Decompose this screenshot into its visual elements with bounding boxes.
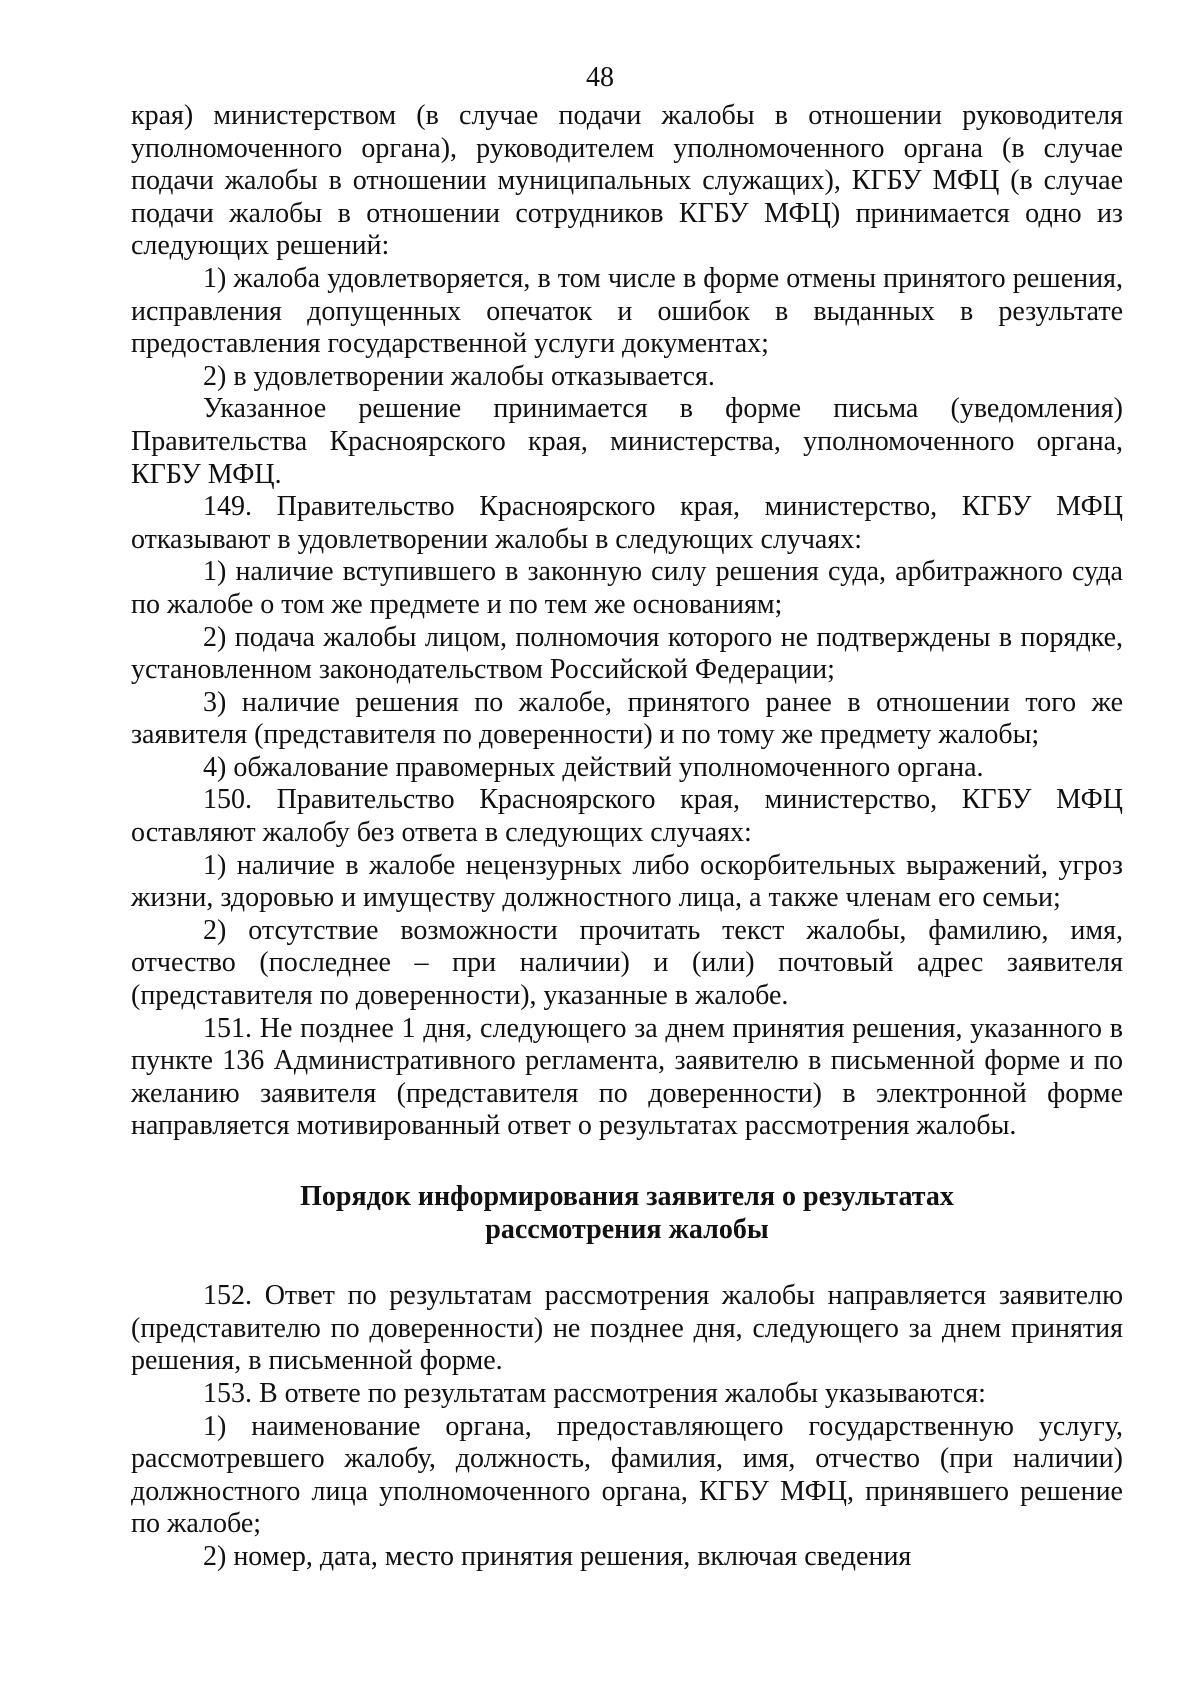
paragraph-p16: 2) номер, дата, место принятия решения, включая сведения <box>203 1540 912 1572</box>
paragraph-p8: 4) обжалование правомерных действий уполномоченного органа. <box>203 751 984 783</box>
paragraph-p10: 1) наличие в жалобе нецензурных либо оскорбительных выражений, угроз жизни, здоровью и имуществу должностного лица, а также членам его семьи; <box>131 849 1123 914</box>
paragraphs-before-heading <box>131 100 1123 1143</box>
section-heading-line-2: рассмотрения жалобы <box>485 1213 769 1245</box>
paragraph-p13: 152. Ответ по результатам рассмотрения жалобы направляется заявителю (представителю по доверенности) не позднее дня, следующего за днем принятия решения, в письменной форме. <box>131 1280 1123 1377</box>
paragraph-p9: 150. Правительство Красноярского края, министерство, КГБУ МФЦ оставляют жалобу без ответа в следующих случаях: <box>131 784 1123 849</box>
paragraph-p5: 1) наличие вступившего в законную силу решения суда, арбитражного суда по жалобе о том же предмете и по тем же основаниям; <box>131 556 1123 620</box>
paragraph-p3: Указанное решение принимается в форме письма (уведомления) Правительства Красноярского края, министерства, уполномоченного органа, КГБУ МФЦ. <box>131 393 1123 490</box>
document-body <box>131 100 1123 1574</box>
paragraph-p2: 2) в удовлетворении жалобы отказывается. <box>203 360 715 392</box>
paragraph-p4: 149. Правительство Красноярского края, министерство, КГБУ МФЦ отказывают в удовлетворении жалобы в следующих случаях: <box>131 491 1123 555</box>
paragraph-p6: 2) подача жалобы лицом, полномочия которого не подтверждены в порядке, установленном законодательством Российской Федерации; <box>131 621 1123 686</box>
page-number: 48 <box>586 62 614 93</box>
paragraph-p7: 3) наличие решения по жалобе, принятого ранее в отношении того же заявителя (представителя по доверенности) и по тому же предмету жалобы; <box>131 686 1123 751</box>
paragraph-p14: 153. В ответе по результатам рассмотрения жалобы указываются: <box>203 1377 986 1409</box>
paragraph-p0: края) министерством (в случае подачи жалобы в отношении руководителя уполномоченного органа), руководителем уполномоченного органа (в случае подачи жалобы в отношении муниципальных служащих), КГБУ МФЦ (в случае подачи жалобы в отношении сотрудников КГБУ МФЦ) принимается одно из следующих решений: <box>131 100 1123 262</box>
paragraph-p15: 1) наименование органа, предоставляющего государственную услугу, рассмотревшего жалобу, должность, фамилия, имя, отчество (при наличии) должностного лица уполномоченного органа, КГБУ МФЦ, принявшего решение по жалобе; <box>131 1410 1123 1540</box>
paragraphs-after-heading <box>131 1280 1123 1573</box>
paragraph-p11: 2) отсутствие возможности прочитать текст жалобы, фамилию, имя, отчество (последнее – при наличии) и (или) почтовый адрес заявителя (представителя по доверенности), указанные в жалобе. <box>131 914 1123 1012</box>
section-heading-line-1: Порядок информирования заявителя о результатах <box>300 1181 954 1212</box>
paragraph-p1: 1) жалоба удовлетворяется, в том числе в форме отмены принятого решения, исправления допущенных опечаток и ошибок в выданных в результате предоставления государственной услуги документах; <box>131 262 1123 360</box>
section-heading <box>131 1181 1123 1246</box>
paragraph-p12: 151. Не позднее 1 дня, следующего за днем принятия решения, указанного в пункте 136 Административного регламента, заявителю в письменной форме и по желанию заявителя (представителя по доверенности) в электронной форме направляется мотивированный ответ о результатах рассмотрения жалобы. <box>131 1012 1123 1142</box>
